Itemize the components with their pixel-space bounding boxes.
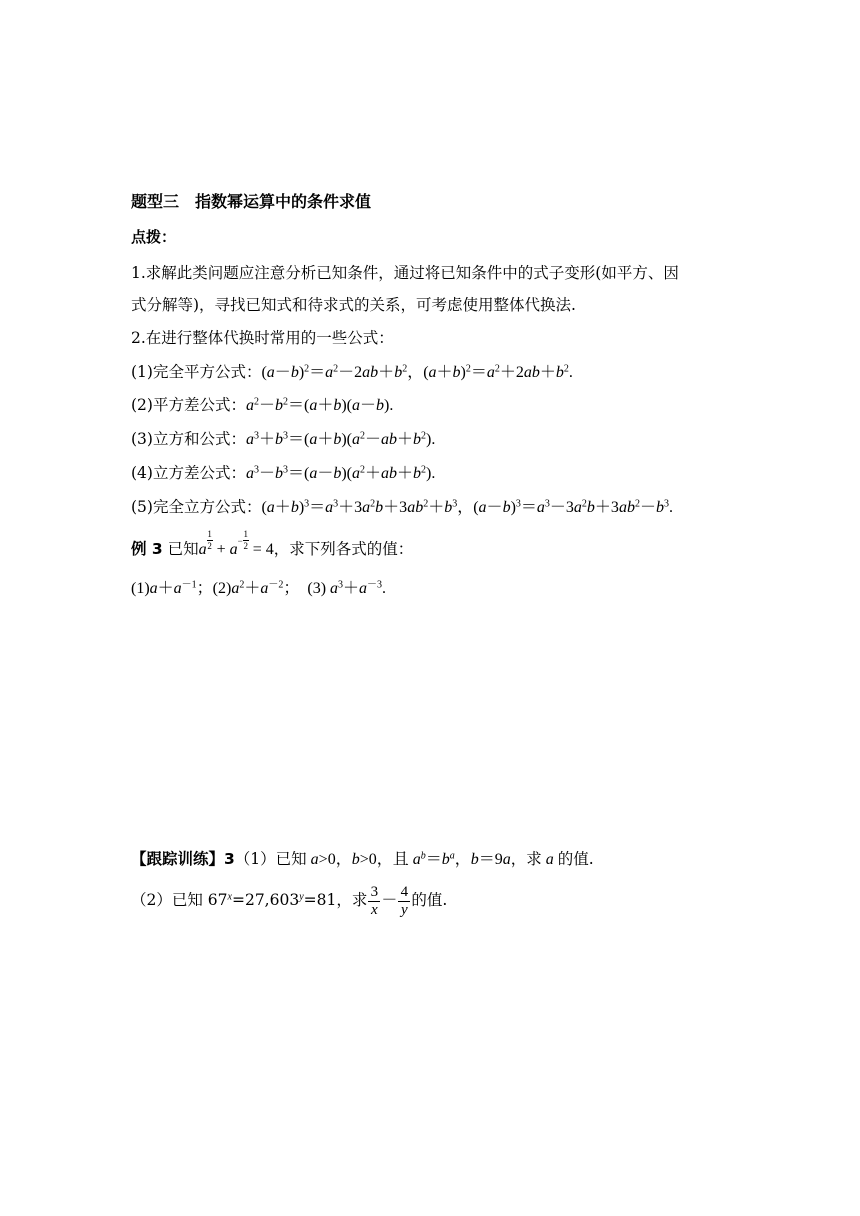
practice-q1-prefix: （1）已知: [234, 850, 307, 868]
exponent-half: $\frac{1}{2}$: [207, 528, 212, 551]
formula-5-label: (5)完全立方公式：: [131, 498, 262, 516]
practice-q2-expr: $\frac{3}{x}$ － $\frac{4}{y}$: [367, 892, 411, 909]
formula-5: [131, 496, 673, 519]
fraction-3-over-x: $\frac{3}{x}$: [368, 884, 380, 919]
formula-5-expr: $(a+b)^3=a^3+3a^2b+3ab^2+b^3$，$(a-b)^3=a^3-3a^2b+3ab^2-b^3$.: [261, 498, 673, 516]
practice-q1-expr: a>0，b>0，且 $a^b=b^a$，b＝9a: [310, 850, 511, 868]
practice-q1-end: ，求: [510, 850, 542, 868]
formula-4-label: (4)立方差公式：: [131, 464, 246, 482]
example-known: 已知: [167, 540, 199, 558]
formula-4: [131, 462, 435, 485]
example-3: [131, 528, 414, 562]
formula-1-label: (1)完全平方公式：: [131, 363, 262, 381]
example-parts-expr: $(1)a+a^{-1}$；$(2)a^2+a^{-2}$； (3) $a^3+a^{-3}$.: [131, 579, 387, 597]
practice-q1: 【跟踪训练】3（1）已知 a>0，b>0，且 $a^b=b^a$，b＝9a，求 a 的值.: [131, 850, 594, 868]
section-title: 题型三 指数幂运算中的条件求值: [131, 192, 372, 211]
practice-q2-mid: =27,603: [231, 891, 300, 910]
hint-para1-line2: 式分解等)，寻找已知式和待求式的关系，可考虑使用整体代换法.: [131, 296, 576, 314]
hint-para2: 2.在进行整体代换时常用的一些公式：: [131, 329, 394, 347]
example-rhs: = 4: [252, 541, 274, 558]
example-label: 例 3: [131, 540, 163, 558]
practice-q2-eq: =81，求: [303, 891, 368, 910]
practice-q2-prefix: （2）已知 67: [131, 891, 228, 910]
formula-1-expr: $(a-b)^2=a^2-2ab+b^2$，$(a+b)^2=a^2+2ab+b^2$.: [261, 363, 573, 381]
formula-3: [131, 428, 435, 451]
practice-q2: （2）已知 $67^x=27,603^y=81$，求 $\frac{3}{x}$ － $\frac{4}{y}$ 的值.: [131, 884, 448, 918]
hint-para1-line1: 1.求解此类问题应注意分析已知条件，通过将已知条件中的式子变形(如平方、因: [131, 264, 679, 282]
formula-4-expr: $a^3-b^3=(a-b)(a^2+ab+b^2)$.: [245, 464, 436, 482]
formula-3-expr: $a^3+b^3=(a+b)(a^2-ab+b^2)$.: [245, 430, 436, 448]
formula-2-label: (2)平方差公式：: [131, 396, 246, 414]
formula-1: [131, 361, 573, 384]
hint-label: 点拨：: [131, 228, 177, 246]
formula-3-label: (3)立方和公式：: [131, 430, 246, 448]
example-rest: ，求下列各式的值：: [273, 540, 414, 558]
example-condition: a $\frac{1}{2}$ + a− $\frac{1}{2}$ = 4: [198, 528, 274, 558]
practice-q1-tail: 的值.: [557, 850, 594, 868]
exponent-neg-half: $\frac{1}{2}$: [243, 528, 248, 551]
practice-q2-tail: 的值.: [411, 891, 448, 910]
fraction-4-over-y: $\frac{4}{y}$: [398, 884, 410, 919]
practice-label: 【跟踪训练】3: [131, 850, 235, 868]
formula-2: [131, 394, 393, 417]
example-parts: [131, 577, 386, 600]
formula-2-expr: $a^2-b^2=(a+b)(a-b)$.: [245, 396, 394, 414]
